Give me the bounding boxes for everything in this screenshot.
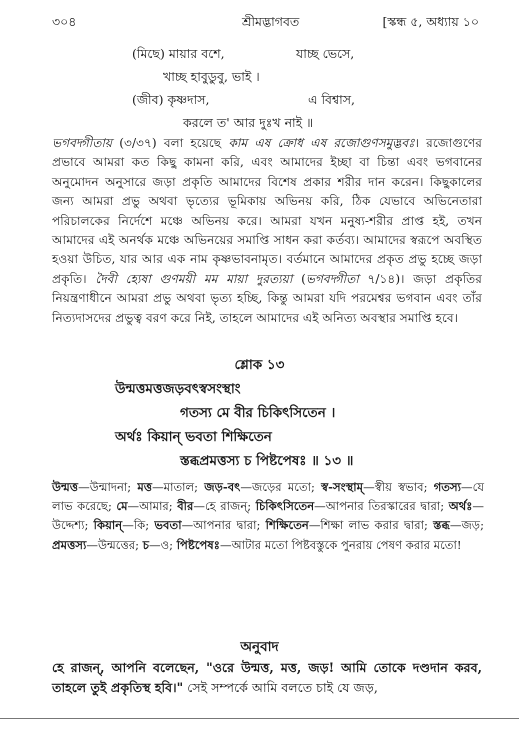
purport-quote-2: দৈবী হ্যেষা গুণময়ী মম মায়া দুরত্যয়া	[95, 271, 293, 286]
bottom-rule	[0, 718, 519, 719]
syn-word: স্তব্ধ	[433, 518, 450, 533]
syn-word: গতস্য	[433, 480, 462, 494]
page-header	[52, 14, 479, 32]
shloka-heading: শ্লোক ১৩	[234, 357, 285, 373]
translation-bold-text: হে রাজন্, আপনি বলেছেন, "ওরে উন্মত্ত, মত্ত, জড়! আমি তোকে দণ্ডদান করব, তাহলে তুই প্রকৃতিস্থ হবি।"	[52, 660, 482, 695]
syn-meaning: —ও;	[149, 537, 177, 552]
book-title: শ্রীমদ্ভাগবত	[242, 14, 300, 29]
page-number: ৩০৪	[52, 14, 77, 29]
syn-word: উন্মত্ত	[52, 480, 79, 494]
syn-meaning: —শিক্ষা লাভ করার দ্বারা;	[308, 518, 434, 533]
syn-meaning: —স্বীয় স্বভাব;	[363, 480, 434, 494]
verse-line-3b: এ বিশ্বাস,	[308, 92, 356, 107]
sanskrit-line-1: উন্মত্তমত্তজড়বৎস্বসংস্থাং	[115, 381, 241, 397]
syn-meaning: —হে রাজন্;	[193, 499, 256, 514]
syn-meaning: —আপনার দ্বারা;	[181, 518, 266, 533]
syn-word: অর্থঃ	[448, 499, 473, 514]
purport-ref-gita-2: ভগবদ্গীতা	[305, 271, 359, 286]
section-reference: [স্কন্ধ ৫, অধ্যায় ১০	[382, 14, 479, 29]
syn-meaning: —জড়;	[449, 518, 484, 533]
syn-word: মত্ত	[137, 480, 153, 494]
syn-word: বীর	[177, 499, 194, 514]
syn-word: কিয়ান্	[93, 518, 123, 533]
syn-word: স্ব-সংস্থাম্	[321, 480, 364, 494]
syn-word: প্রমত্তস্য	[52, 537, 87, 552]
syn-word: ভবতা	[154, 518, 182, 533]
purport-ref-gita: ভগবদ্গীতায়	[52, 136, 113, 150]
syn-meaning: —উদ্দেশ্য;	[52, 499, 485, 533]
sanskrit-line-3: অর্থঃ কিয়ান্ ভবতা শিক্ষিতেন	[115, 429, 272, 445]
syn-word: চ	[142, 537, 149, 552]
translation-text: সেই সম্পর্কে আমি বলতে চাই যে জড়,	[183, 680, 378, 695]
purport-text-4: ৭/১৪)। জড়া প্রকৃতির নিয়ন্ত্রণাধীনে আমরা প্রভু অথবা ভৃত্য হচ্ছি, কিন্তু আমরা যদি পরমেশ্বর ভগবান এবং তাঁর নিত্যদাসদের প্রভুত্ব বরণ করে নিই, তাহলে আমাদের এই অনিত্য অবস্থার সমাপ্তি হবে।	[52, 271, 482, 325]
syn-meaning: —উন্মাদনা;	[78, 480, 138, 494]
verse-line-2: খাচ্ছ হাবুডুবু, ভাই ।	[163, 69, 260, 84]
sanskrit-line-4: স্তব্ধপ্রমত্তস্য চ পিষ্টপেষঃ ॥ ১৩ ॥	[180, 453, 354, 469]
purport-text-3: (	[292, 271, 306, 286]
sanskrit-line-2: গতস্য মে বীর চিকিৎসিতেন ।	[180, 405, 336, 421]
verse-line-3a: (জীব) কৃষ্ণদাস,	[132, 92, 210, 107]
verse-line-4: করলে ত' আর দুঃখ নাই ॥	[183, 115, 314, 130]
syn-word: চিকিৎসিতেন	[255, 499, 315, 514]
syn-word: শিক্ষিতেন	[265, 518, 309, 533]
syn-meaning: —মাতাল;	[152, 480, 205, 494]
purport-quote-1: কাম এষ ক্রোধ এষ রজোগুণসমুদ্ভবঃ	[228, 136, 415, 150]
syn-meaning: —আপনার তিরস্কারের দ্বারা;	[314, 499, 449, 514]
syn-meaning: —যে লাভ করেছে;	[52, 480, 484, 514]
purport-paragraph	[52, 134, 482, 328]
syn-word: মে	[116, 499, 128, 514]
purport-text-2: । রজোগুণের প্রভাবে আমরা কত কিছু কামনা করি, এবং আমাদের ইচ্ছা বা চিন্তা এবং ভগবানের অনুমোদন অনুসারে জড়া প্রকৃতি আমাদের বিশেষ প্রকার শরীর দান করেন। কিছুকালের জন্য আমরা প্রভু অথবা ভৃত্যের ভূমিকায় অভিনয় করি, ঠিক যেভাবে অভিনেতারা পরিচালকের নির্দেশে মঞ্চে অভিনয় করে। আমরা যখন মনুষ্য-শরীর প্রাপ্ত হই, তখন আমাদের এই অনর্থক মঞ্চে অভিনয়ের সমাপ্তি সাধন করা কর্তব্য। আমাদের স্বরূপে অবস্থিত হওয়া উচিত, যার আর এক নাম কৃষ্ণভাবনামৃত। বর্তমানে আমাদের প্রকৃত প্রভু হচ্ছে জড়া প্রকৃতি।	[52, 136, 482, 286]
translation-heading: অনুবাদ	[240, 639, 279, 655]
verse-line-1b: যাচ্ছ ভেসে,	[296, 46, 355, 61]
verse-line-1a: (মিছে) মায়ার বশে,	[132, 46, 225, 61]
syn-meaning: —আটার মতো পিষ্টবস্তুকে পুনরায় পেষণ করার মতো!	[219, 537, 462, 552]
syn-meaning: —জড়ের মতো;	[240, 480, 322, 494]
syn-meaning: —উন্মত্তের;	[86, 537, 143, 552]
synonyms-paragraph	[52, 478, 484, 555]
syn-meaning: —আমার;	[127, 499, 178, 514]
translation-paragraph	[52, 658, 482, 698]
syn-meaning: —কি;	[122, 518, 155, 533]
syn-word: পিষ্টপেষঃ	[176, 537, 220, 552]
syn-word: জড়-বৎ	[204, 480, 241, 494]
purport-text-1: (৩/৩৭) বলা হয়েছে	[112, 136, 229, 150]
